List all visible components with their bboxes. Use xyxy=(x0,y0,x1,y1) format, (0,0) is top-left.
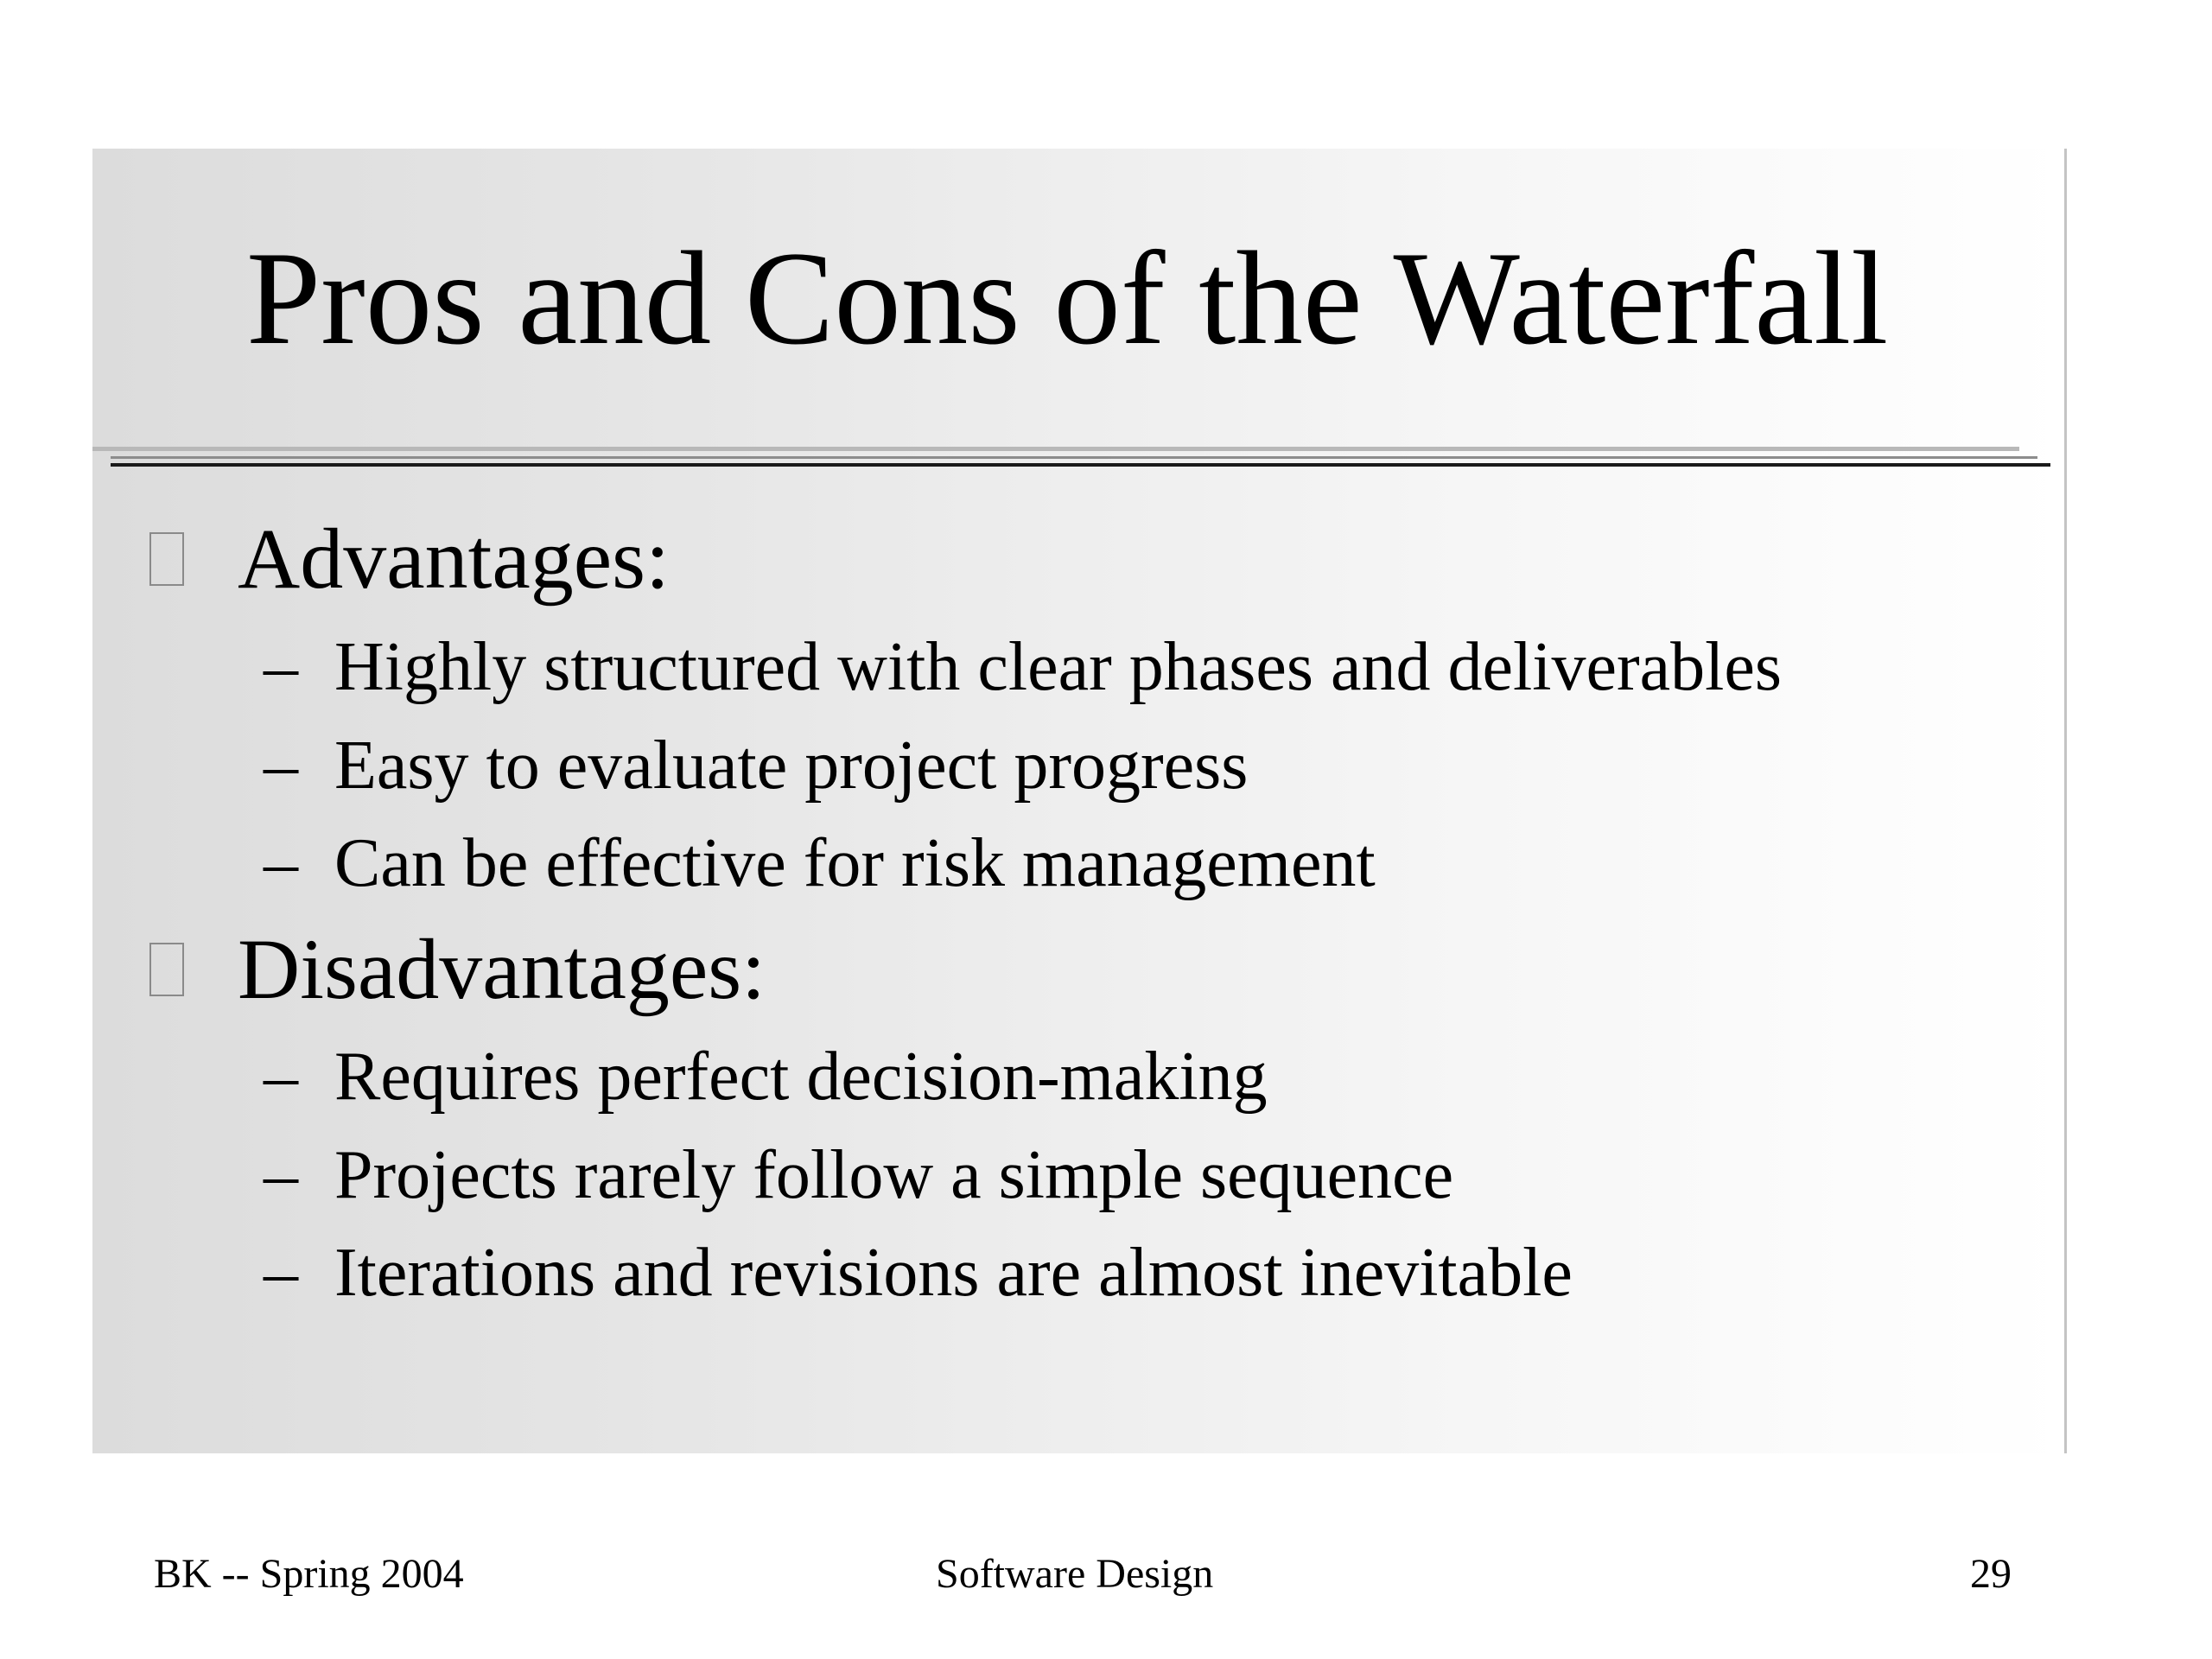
bullet-label: Advantages: xyxy=(238,511,670,607)
dash-marker: – xyxy=(264,1137,298,1213)
bullet-advantages xyxy=(149,511,670,607)
sub-item-text: Can be effective for risk management xyxy=(334,825,1376,901)
bullet-square-icon xyxy=(149,532,184,586)
footer-author-date: BK -- Spring 2004 xyxy=(154,1551,464,1597)
title-underline-middle xyxy=(111,456,2037,459)
slide-title: Pros and Cons of the Waterfall xyxy=(246,224,1889,372)
sub-item-text: Projects rarely follow a simple sequence xyxy=(334,1137,1454,1213)
bullet-square-icon xyxy=(149,943,184,996)
sub-item xyxy=(264,825,1376,901)
sub-item-text: Easy to evaluate project progress xyxy=(334,728,1249,804)
dash-marker: – xyxy=(264,1235,298,1311)
sub-item-text: Highly structured with clear phases and deliverables xyxy=(334,629,1782,705)
bullet-label: Disadvantages: xyxy=(238,921,766,1017)
sub-item xyxy=(264,1039,1268,1115)
bullet-disadvantages xyxy=(149,921,766,1017)
title-underline-top xyxy=(92,447,2019,451)
dash-marker: – xyxy=(264,825,298,901)
sub-item xyxy=(264,1235,1573,1311)
title-underline-bottom xyxy=(111,463,2050,467)
sub-item-text: Requires perfect decision-making xyxy=(334,1039,1268,1115)
right-border-line xyxy=(2064,149,2067,1453)
footer-course-name: Software Design xyxy=(936,1551,1214,1597)
sub-item xyxy=(264,629,1782,705)
sub-item-text: Iterations and revisions are almost inevitable xyxy=(334,1235,1573,1311)
dash-marker: – xyxy=(264,629,298,705)
sub-item xyxy=(264,1137,1454,1213)
sub-item xyxy=(264,728,1249,804)
footer-page-number: 29 xyxy=(1970,1551,2012,1597)
dash-marker: – xyxy=(264,1039,298,1115)
dash-marker: – xyxy=(264,728,298,804)
